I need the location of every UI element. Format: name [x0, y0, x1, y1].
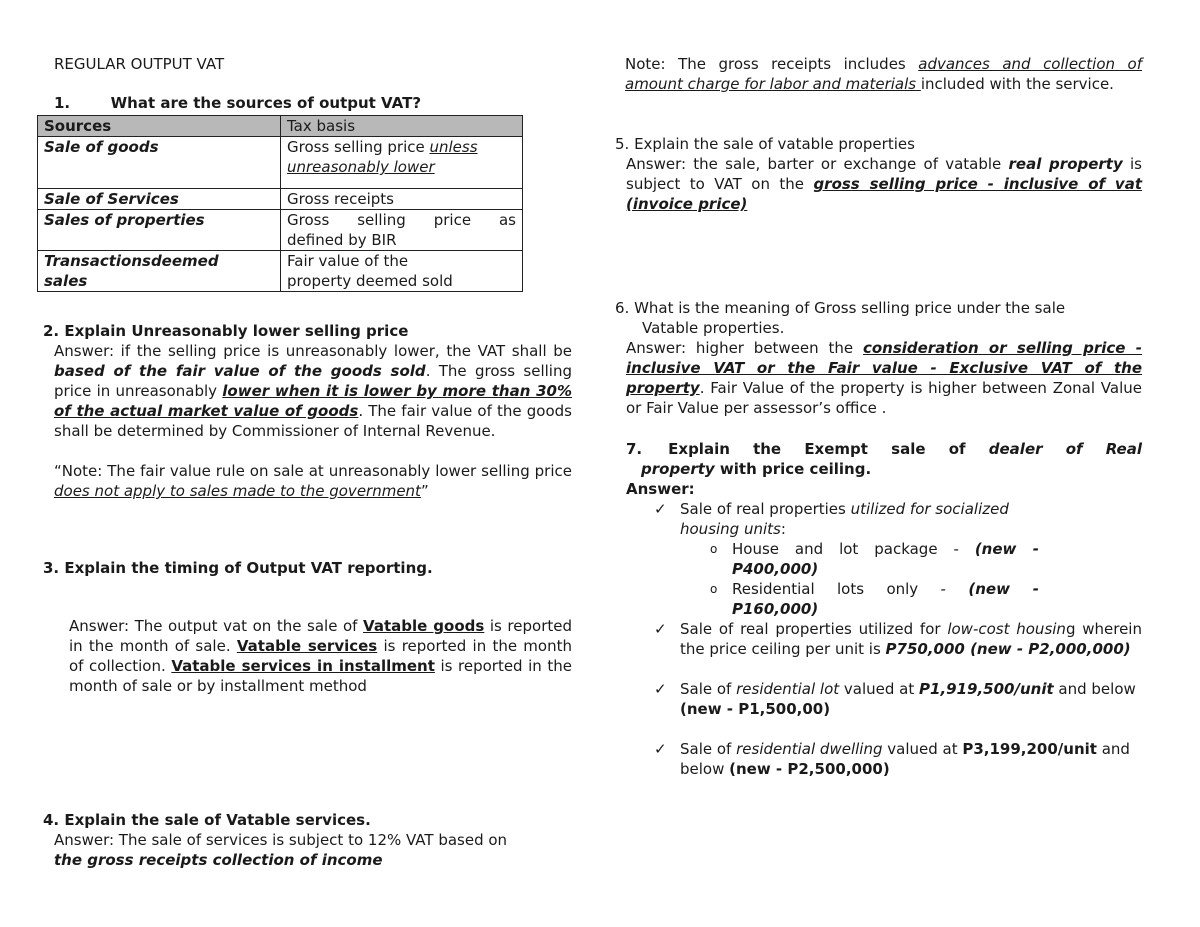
question-7-title: 7. Explain the Exempt sale of dealer of Real [626, 440, 1142, 458]
exempt-sales-list [652, 499, 1142, 779]
sub-list [706, 539, 1039, 619]
question-5-answer: Answer: the sale, barter or exchange of vatable real property is subject to VAT on the gross selling price - inclusive of vat (invoice price) [626, 155, 1142, 213]
page-heading: REGULAR OUTPUT VAT [54, 55, 225, 73]
list-item: o Residential lots only - (new - P160,000) [706, 579, 1039, 619]
gross-receipts-note: Note: The gross receipts includes advances and collection of amount charge for labor and materials included with the service. [625, 55, 1142, 93]
table-cell-source: Sales of properties [38, 210, 281, 251]
question-1-number: 1. [54, 94, 71, 112]
table-row [38, 251, 523, 292]
table-row [38, 137, 523, 189]
question-2-title: 2. Explain Unreasonably lower selling price [43, 322, 409, 340]
table-cell-basis: Fair value of the property deemed sold [281, 251, 523, 292]
table-header-sources: Sources [38, 116, 281, 137]
list-item: ✓ Sale of residential dwelling valued at P3,199,200/unit and below (new - P2,500,000) [652, 739, 1142, 779]
table-cell-basis: Gross receipts [281, 189, 523, 210]
table-cell-source: Sale of Services [38, 189, 281, 210]
question-5-title: 5. Explain the sale of vatable properties [615, 135, 915, 153]
question-6-answer: Answer: higher between the consideration or selling price - inclusive VAT or the Fair value - Exclusive VAT of the property. Fair Value of the property is higher between Zonal Value or Fair Value per assessor’s office . [626, 339, 1142, 417]
table-row [38, 210, 523, 251]
table-cell-source: Transactionsdeemed sales [38, 251, 281, 292]
question-1 [54, 93, 421, 113]
table-row [38, 189, 523, 210]
list-item: ✓ Sale of real properties utilized for low-cost housing wherein the price ceiling per unit is P750,000 (new - P2,000,000) [652, 619, 1142, 659]
question-3-title: 3. Explain the timing of Output VAT reporting. [43, 559, 433, 577]
question-4-title: 4. Explain the sale of Vatable services. [43, 811, 371, 829]
list-item: o House and lot package - (new - P400,000) [706, 539, 1039, 579]
table-header-row [38, 116, 523, 137]
question-6-title: 6. What is the meaning of Gross selling price under the sale Vatable properties. [615, 299, 1066, 337]
question-1-text: What are the sources of output VAT? [110, 94, 422, 112]
question-2-note: “Note: The fair value rule on sale at unreasonably lower selling price does not apply to sales made to the government” [54, 462, 572, 500]
table-cell-basis: Gross selling price as defined by BIR [281, 210, 523, 251]
list-item: ✓ Sale of residential lot valued at P1,919,500/unit and below (new - P1,500,00) [652, 679, 1142, 719]
question-7-title-line2: property with price ceiling. [641, 460, 872, 478]
sources-table [37, 115, 523, 292]
list-item: ✓ Sale of real properties utilized for socialized housing units: o House and lot package - (new - P400,000) o Residential lots only - (new - P160,000) [652, 499, 1065, 619]
table-cell-source: Sale of goods [38, 137, 281, 189]
answer-label: Answer: [626, 480, 695, 498]
question-3-answer: Answer: The output vat on the sale of Vatable goods is reported in the month of sale. Vatable services is reported in the month of collection. Vatable services in installment is reported in the month of sale or by installment method [69, 617, 573, 695]
question-4-answer: Answer: The sale of services is subject to 12% VAT based on the gross receipts collection of income [54, 831, 508, 869]
table-cell-basis: Gross selling price unless unreasonably lower [281, 137, 523, 189]
table-header-tax-basis: Tax basis [281, 116, 523, 137]
question-2-answer: Answer: if the selling price is unreasonably lower, the VAT shall be based of the fair value of the goods sold. The gross selling price in unreasonably lower when it is lower by more than 30% of the actual market value of goods. The fair value of the goods shall be determined by Commissioner of Internal Revenue. [54, 342, 573, 440]
